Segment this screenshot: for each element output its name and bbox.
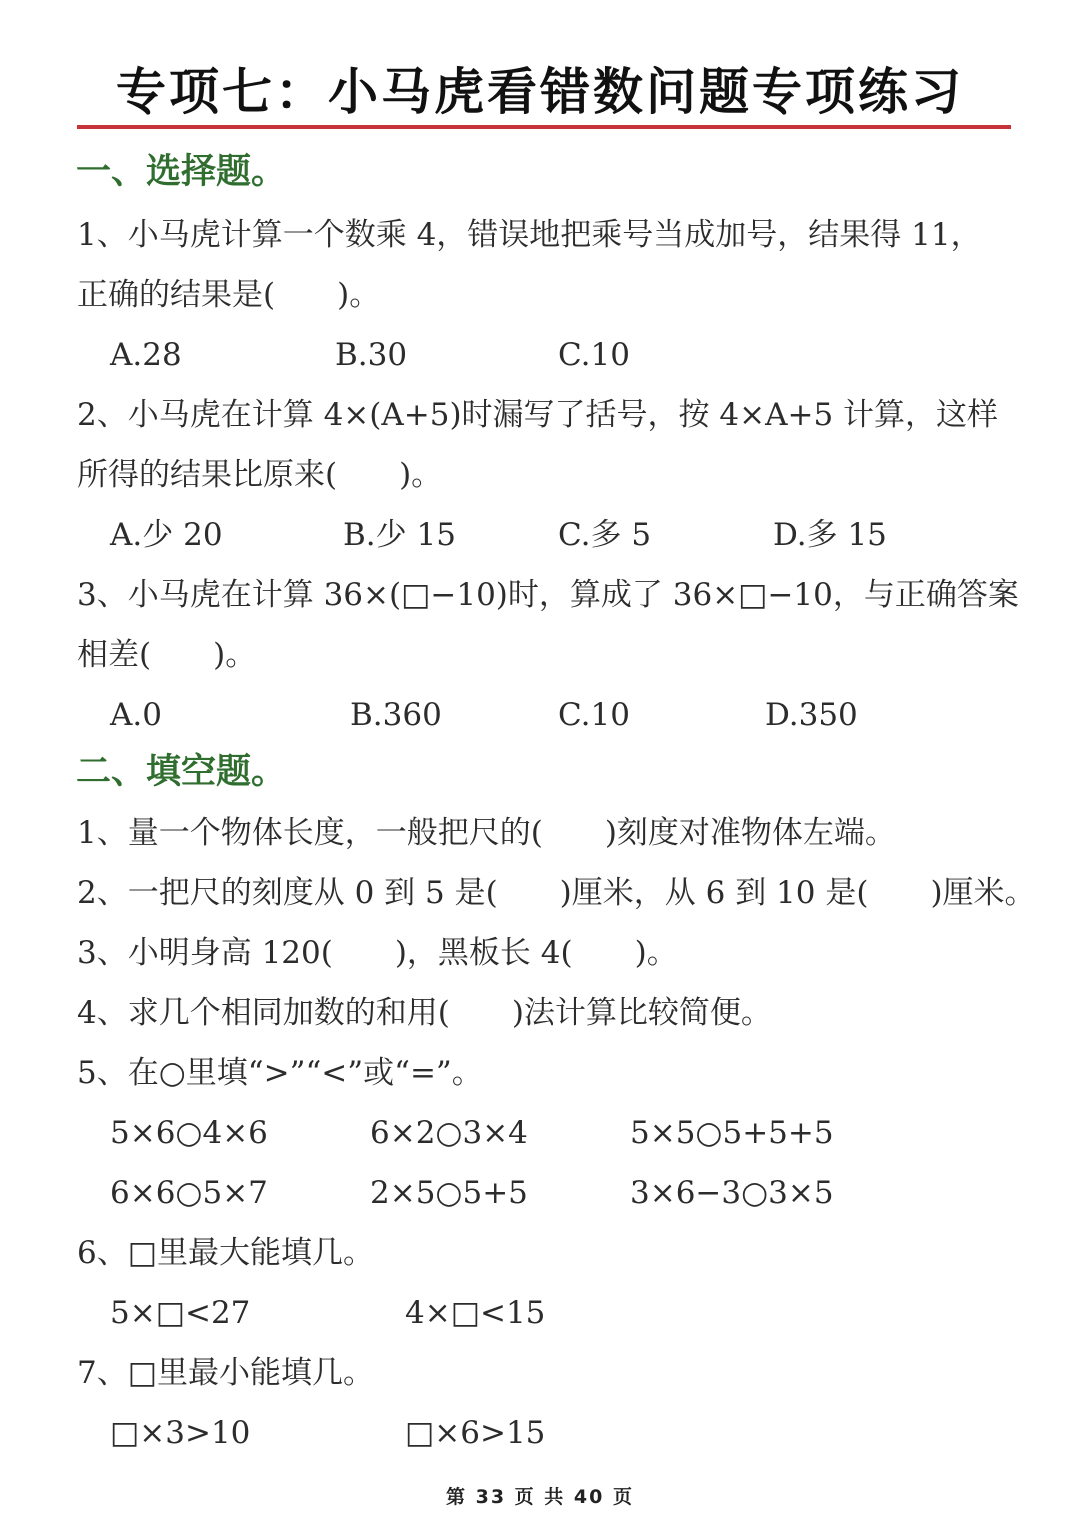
question-1-line-1: 1、小马虎计算一个数乘 4，错误地把乘号当成加号，结果得 11，	[77, 217, 982, 253]
question-3-option-a: A.0	[110, 697, 162, 733]
fill-question-1: 1、量一个物体长度，一般把尺的( )刻度对准物体左端。	[77, 815, 896, 851]
fill-question-2: 2、一把尺的刻度从 0 到 5 是( )厘米，从 6 到 10 是( )厘米。	[77, 875, 1036, 911]
compare-item: 5×5○5+5+5	[630, 1115, 834, 1151]
section-heading-fill-blank: 二、填空题。	[76, 751, 287, 792]
question-1-option-c: C.10	[558, 337, 630, 373]
page-number: 第 33 页 共 40 页	[446, 1486, 634, 1508]
page-title: 专项七：小马虎看错数问题专项练习	[116, 63, 964, 121]
compare-item: 6×2○3×4	[370, 1115, 528, 1151]
question-2-option-c: C.多 5	[558, 517, 652, 553]
compare-item: 3×6−3○3×5	[630, 1175, 834, 1211]
compare-item: 2×5○5+5	[370, 1175, 528, 1211]
fill-question-6: 6、□里最大能填几。	[77, 1235, 375, 1271]
fill-question-5: 5、在○里填“>”“<”或“=”。	[77, 1055, 483, 1091]
fill-question-4: 4、求几个相同加数的和用( )法计算比较简便。	[77, 995, 772, 1031]
question-3-option-b: B.360	[350, 697, 442, 733]
question-2-line-1: 2、小马虎在计算 4×(A+5)时漏写了括号，按 4×A+5 计算，这样	[77, 397, 999, 433]
question-3-line-2: 相差( )。	[77, 637, 257, 673]
question-2-option-d: D.多 15	[773, 517, 887, 553]
inequality-item: 5×□<27	[110, 1295, 251, 1331]
question-1-option-b: B.30	[335, 337, 408, 373]
title-divider	[77, 125, 1011, 129]
inequality-item: □×6>15	[405, 1415, 546, 1451]
question-1-option-a: A.28	[110, 337, 182, 373]
section-heading-choice: 一、选择题。	[76, 151, 287, 192]
compare-item: 6×6○5×7	[110, 1175, 268, 1211]
compare-item: 5×6○4×6	[110, 1115, 268, 1151]
question-3-line-1: 3、小马虎在计算 36×(□−10)时，算成了 36×□−10，与正确答案	[77, 577, 1019, 613]
fill-question-7: 7、□里最小能填几。	[77, 1355, 375, 1391]
question-3-option-d: D.350	[765, 697, 858, 733]
inequality-item: □×3>10	[110, 1415, 251, 1451]
inequality-item: 4×□<15	[405, 1295, 546, 1331]
fill-question-3: 3、小明身高 120( )，黑板长 4( )。	[77, 935, 678, 971]
question-2-line-2: 所得的结果比原来( )。	[77, 457, 443, 493]
question-1-line-2: 正确的结果是( )。	[77, 277, 381, 313]
question-2-option-a: A.少 20	[110, 517, 223, 553]
question-3-option-c: C.10	[558, 697, 630, 733]
question-2-option-b: B.少 15	[343, 517, 456, 553]
